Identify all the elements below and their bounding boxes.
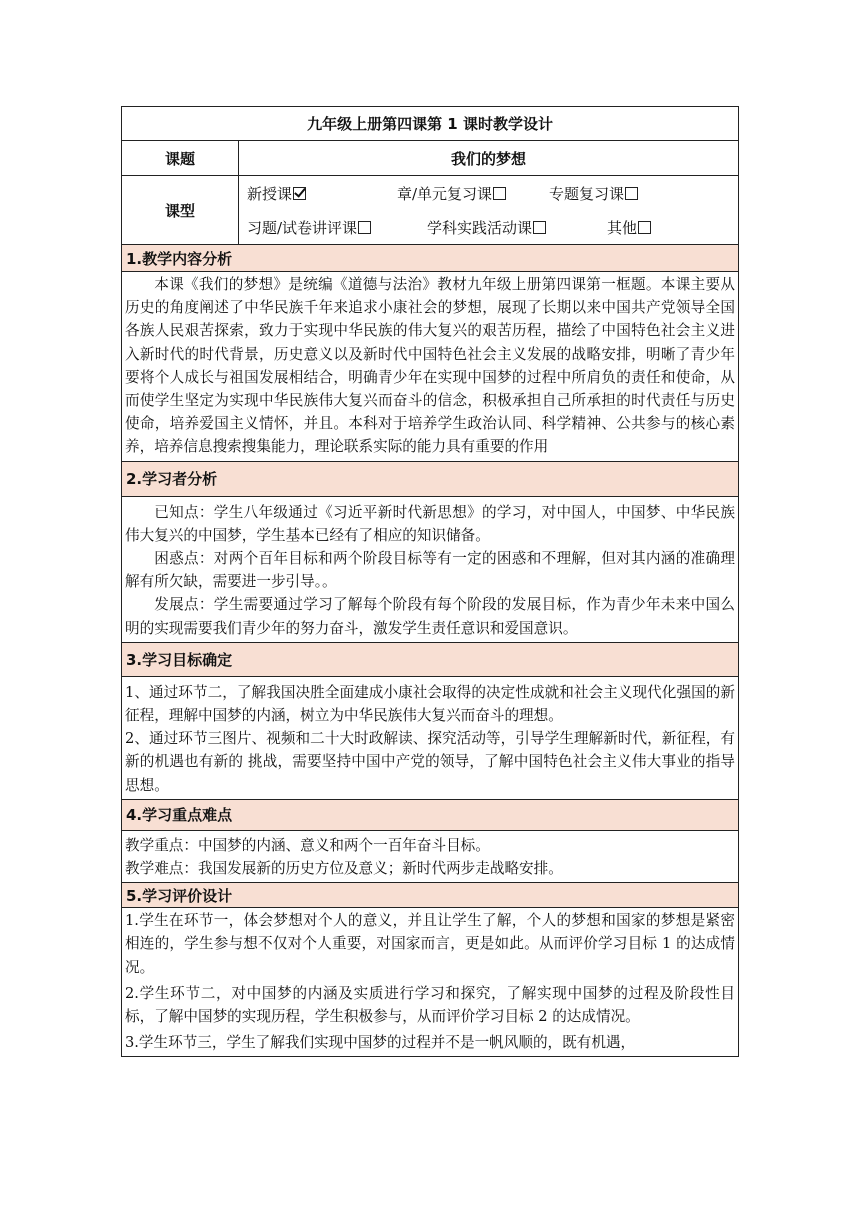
section-body-evaluation — [122, 908, 739, 1057]
checkbox-icon[interactable] — [533, 221, 546, 234]
option-label: 章/单元复习课 — [397, 184, 493, 203]
option-label: 新授课 — [247, 184, 293, 203]
checkbox-icon[interactable] — [625, 187, 638, 200]
paragraph: 本课《我们的梦想》是统编《道德与法治》教材九年级上册第四课第一框题。本课主要从历史的角度阐述了中华民族千年来追求小康社会的梦想，展现了长期以来中国共产党领导全国各族人民艰苦探索，致力于实现中华民族的伟大复兴的艰苦历程，描绘了中国特色社会主义进入新时代的时代背景，历史意义以及新时代中国特色社会主义发展的战略安排，明晰了青少年要将个人成长与祖国发展相结合，明确青少年在实现中国梦的过程中所肩负的责任和使命，从而使学生坚定为实现中华民族伟大复兴而奋斗的信念，积极承担自己所承担的时代责任与历史使命，培养爱国主义情怀，并且。本科对于培养学生政治认同、科学精神、公共参与的核心素养，培养信息搜索搜集能力，理论联系实际的能力具有重要的作用 — [125, 276, 736, 456]
section-heading-key-points: 4.学习重点难点 — [122, 799, 739, 830]
lesson-plan-table — [121, 106, 739, 1057]
lesson-type-row-2 — [239, 210, 738, 244]
option-new-lesson[interactable] — [247, 183, 397, 204]
paragraph-development-points: 发展点：学生需要通过学习了解每个阶段有每个阶段的发展目标，作为青少年未来中国么明的实现需要我们青少年的努力奋斗，激发学生责任意识和爱国意识。 — [125, 596, 736, 637]
objective-1: 1、通过环节二，了解我国决胜全面建成小康社会取得的决定性成就和社会主义现代化强国的新征程，理解中国梦的内涵，树立为中华民族伟大复兴而奋斗的理想。 — [125, 683, 736, 725]
objective-2: 2、通过环节三图片、视频和二十大时政解读、探究活动等，引导学生理解新时代，新征程，有新的机遇也有新的 挑战，需要坚持中国中产党的领导，了解中国特色社会主义伟大事业的指导思想。 — [125, 730, 736, 794]
document-title: 九年级上册第四课第 1 课时教学设计 — [122, 107, 739, 141]
option-topic-review[interactable] — [549, 183, 638, 204]
option-unit-review[interactable] — [397, 183, 549, 204]
section-heading-learner-analysis: 2.学习者分析 — [122, 461, 739, 496]
key-point: 教学重点：中国梦的内涵、意义和两个一百年奋斗目标。 — [125, 836, 490, 854]
difficult-point: 教学难点：我国发展新的历史方位及意义；新时代两步走战略安排。 — [125, 860, 563, 878]
option-exercise-review[interactable] — [247, 217, 427, 238]
checkbox-icon[interactable] — [638, 221, 651, 234]
topic-label: 课题 — [122, 141, 239, 176]
section-heading-content-analysis: 1.教学内容分析 — [122, 245, 739, 272]
section-body-key-points — [122, 830, 739, 882]
evaluation-item-3: 3.学生环节三，学生了解我们实现中国梦的过程并不是一帆风顺的，既有机遇， — [125, 1034, 636, 1052]
evaluation-item-2: 2.学生环节二，对中国梦的内涵及实质进行学习和探究，了解实现中国梦的过程及阶段性目标，了解中国梦的实现历程，学生积极参与，从而评价学习目标 2 的达成情况。 — [125, 984, 736, 1026]
topic-value: 我们的梦想 — [239, 141, 739, 176]
lesson-plan-document — [121, 106, 738, 1057]
option-label: 专题复习课 — [549, 184, 625, 203]
section-body-content-analysis — [122, 272, 739, 462]
checked-checkbox-icon[interactable] — [293, 187, 306, 200]
option-label: 其他 — [607, 218, 638, 237]
section-heading-objectives: 3.学习目标确定 — [122, 642, 739, 676]
section-body-objectives — [122, 676, 739, 799]
option-other[interactable] — [607, 217, 651, 238]
paragraph-known-points: 已知点：学生八年级通过《习近平新时代新思想》的学习，对中国人，中国梦、中华民族伟大复兴的中国梦，学生基本已经有了相应的知识储备。 — [125, 503, 736, 544]
section-heading-evaluation: 5.学习评价设计 — [122, 883, 739, 908]
checkbox-icon[interactable] — [358, 221, 371, 234]
option-label: 学科实践活动课 — [427, 218, 533, 237]
option-label: 习题/试卷讲评课 — [247, 218, 358, 237]
option-practice-activity[interactable] — [427, 217, 607, 238]
section-body-learner-analysis — [122, 496, 739, 642]
paragraph-confusion-points: 困惑点：对两个百年目标和两个阶段目标等有一定的困惑和不理解，但对其内涵的准确理解有所欠缺，需要进一步引导。。 — [125, 550, 736, 591]
lesson-type-label: 课型 — [122, 176, 239, 245]
lesson-type-options — [239, 176, 739, 245]
lesson-type-row-1 — [239, 176, 738, 210]
evaluation-item-1: 1.学生在环节一，体会梦想对个人的意义，并且让学生了解，个人的梦想和国家的梦想是紧密相连的，学生参与想不仅对个人重要，对国家而言，更是如此。从而评价学习目标 1 的达成情况。 — [125, 912, 736, 976]
checkbox-icon[interactable] — [493, 187, 506, 200]
